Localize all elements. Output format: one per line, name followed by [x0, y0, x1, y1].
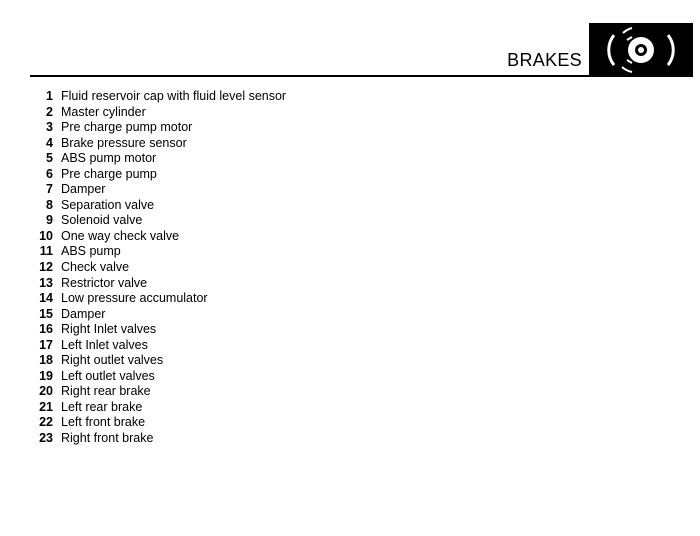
item-number: 9: [46, 213, 53, 228]
list-item: [36, 431, 286, 447]
item-label: Left rear brake: [61, 399, 143, 414]
item-label: Left Inlet valves: [61, 337, 148, 352]
item-number: 20: [39, 384, 53, 399]
item-label: Master cylinder: [61, 104, 146, 119]
item-label: One way check valve: [61, 228, 180, 243]
item-number: 2: [46, 104, 53, 119]
item-label: ABS pump: [61, 244, 121, 259]
item-label: Right Inlet valves: [61, 322, 157, 337]
parts-legend-list: [36, 89, 286, 447]
item-label: Damper: [61, 306, 106, 321]
item-label: Solenoid valve: [61, 213, 143, 228]
list-item: [36, 322, 286, 338]
item-number: 1: [46, 89, 53, 103]
list-item: [36, 198, 286, 214]
list-item: [36, 89, 286, 105]
list-item: [36, 105, 286, 121]
section-title: BRAKES: [507, 50, 582, 70]
item-number: 21: [39, 399, 53, 414]
item-label: Fluid reservoir cap with fluid level sensor: [61, 89, 287, 103]
list-item: [36, 136, 286, 152]
item-label: Left front brake: [61, 415, 146, 430]
item-label: Damper: [61, 182, 106, 197]
list-item: [36, 213, 286, 229]
item-label: Restrictor valve: [61, 275, 148, 290]
list-item: [36, 276, 286, 292]
item-number: 8: [46, 197, 53, 212]
list-item: [36, 415, 286, 431]
item-label: Check valve: [61, 260, 130, 275]
header-divider: [30, 75, 589, 77]
list-item: [36, 120, 286, 136]
item-number: 6: [46, 166, 53, 181]
list-item: [36, 167, 286, 183]
list-item: [36, 229, 286, 245]
item-number: 14: [39, 291, 53, 306]
item-number: 22: [39, 415, 53, 430]
item-number: 15: [39, 306, 53, 321]
item-number: 11: [39, 244, 53, 259]
brake-warning-icon: [589, 23, 693, 77]
item-label: Low pressure accumulator: [61, 291, 208, 306]
list-item: [36, 400, 286, 416]
list-item: [36, 291, 286, 307]
brake-section-badge: [589, 23, 693, 77]
item-label: Left outlet valves: [61, 368, 155, 383]
item-number: 16: [39, 322, 53, 337]
list-item: [36, 260, 286, 276]
item-label: Brake pressure sensor: [61, 135, 187, 150]
list-item: [36, 151, 286, 167]
item-number: 17: [39, 337, 53, 352]
item-number: 23: [39, 431, 53, 446]
item-number: 7: [46, 182, 53, 197]
item-label: Pre charge pump: [61, 166, 157, 181]
list-item: [36, 369, 286, 385]
item-label: Right rear brake: [61, 384, 151, 399]
list-item: [36, 384, 286, 400]
item-number: 10: [39, 228, 53, 243]
item-number: 4: [46, 135, 53, 150]
item-number: 12: [39, 260, 53, 275]
item-number: 13: [39, 275, 53, 290]
item-number: 5: [46, 151, 53, 166]
list-item: [36, 353, 286, 369]
item-number: 19: [39, 368, 53, 383]
list-item: [36, 338, 286, 354]
item-label: Right outlet valves: [61, 353, 164, 368]
list-item: [36, 182, 286, 198]
item-label: Pre charge pump motor: [61, 120, 193, 135]
list-item: [36, 307, 286, 323]
item-number: 18: [39, 353, 53, 368]
item-number: 3: [46, 120, 53, 135]
list-item: [36, 244, 286, 260]
item-label: ABS pump motor: [61, 151, 157, 166]
item-label: Separation valve: [61, 197, 155, 212]
item-label: Right front brake: [61, 431, 154, 446]
